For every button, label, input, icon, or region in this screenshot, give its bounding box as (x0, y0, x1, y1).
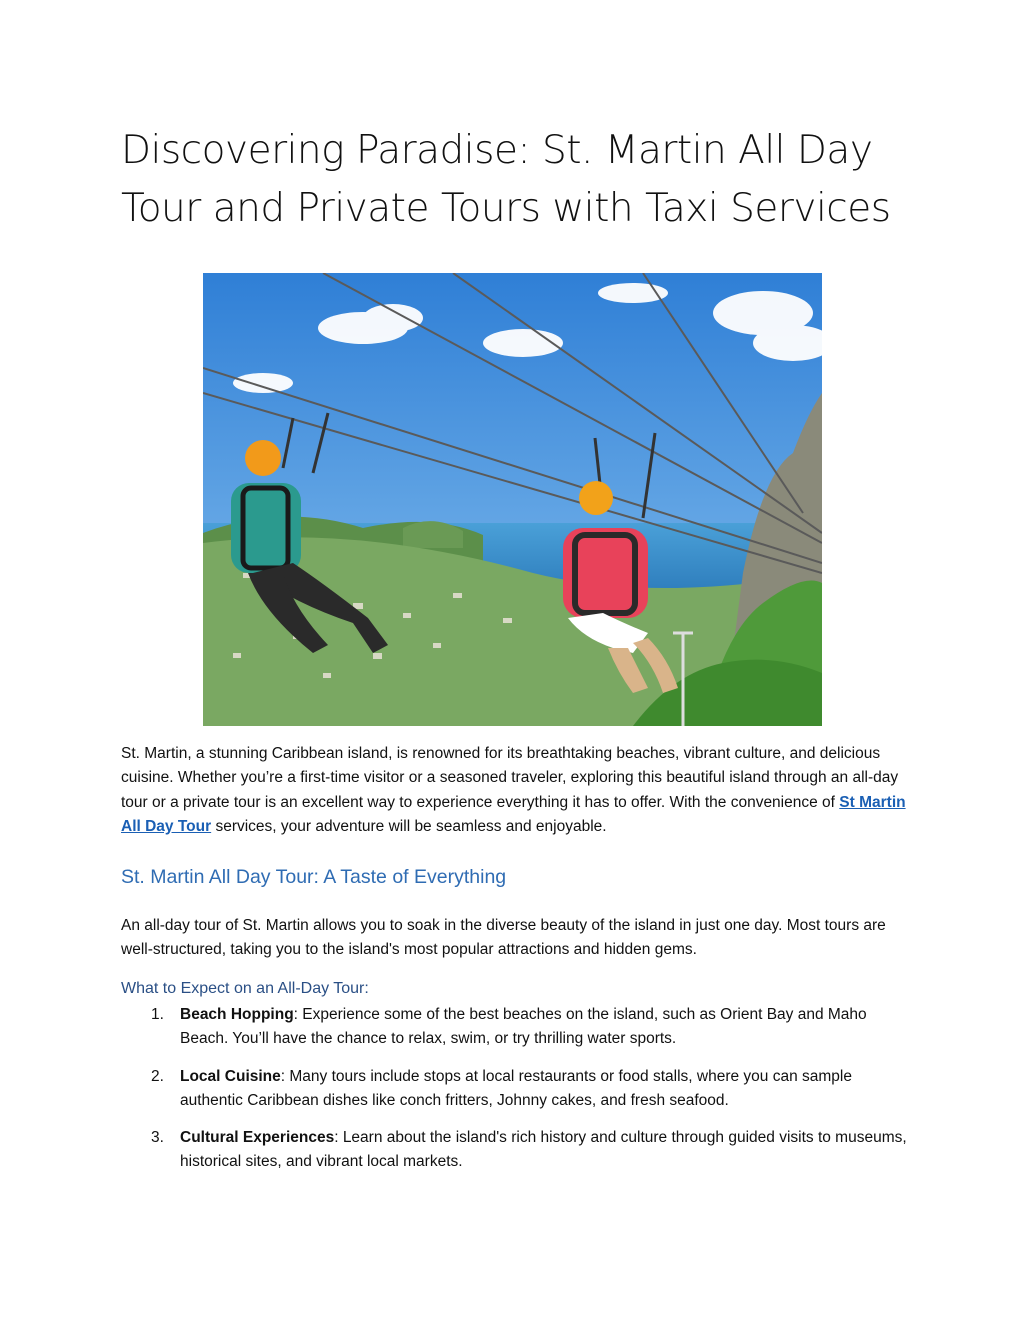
list-item (121, 1126, 911, 1175)
section-heading: St. Martin All Day Tour: A Taste of Everything (121, 866, 507, 888)
list-term: Local Cuisine (180, 1067, 281, 1085)
zipline-illustration (203, 273, 822, 726)
list-number: 3. (151, 1129, 164, 1147)
list-number: 2. (151, 1067, 164, 1085)
all-day-tour-link[interactable]: St Martin All Day Tour (121, 793, 906, 835)
list-number: 1. (151, 1006, 164, 1023)
zipline-photo (203, 273, 822, 726)
list-item (121, 1003, 911, 1052)
page-title: Discovering Paradise: St. Martin All Day Tour and Private Tours with Taxi Services (121, 128, 891, 231)
section-body: An all-day tour of St. Martin allows you to soak in the diverse beauty of the island in just one day. Most tours are well-structured, taking you to the island's most popular attractions and hidden gems. (121, 917, 886, 959)
list-text: : Many tours include stops at local restaurants or food stalls, where you can sample authentic Caribbean dishes like conch fritters, Johnny cakes, and fresh seafood. (180, 1067, 852, 1109)
list-text: : Experience some of the best beaches on the island, such as Orient Bay and Maho Beach. You’ll have the chance to relax, swim, or try thrilling water sports. (180, 1006, 867, 1048)
list-heading: What to Expect on an All-Day Tour: (121, 980, 369, 997)
list-term: Beach Hopping (180, 1006, 294, 1023)
expectations-list (121, 1003, 911, 1188)
intro-paragraph: St. Martin, a stunning Caribbean island, is renowned for its breathtaking beaches, vibrant culture, and delicious cuisine. Whether you’re a first-time visitor or a seasoned traveler, exploring this beautiful island through an all-day tour or a private tour is an excellent way to experience everything it has to offer. With the convenience of St Martin All Day Tour services, your adventure will be seamless and enjoyable. (121, 745, 906, 835)
list-text: : Learn about the island's rich history and culture through guided visits to museums, historical sites, and vibrant local markets. (180, 1129, 907, 1171)
list-term: Cultural Experiences (180, 1129, 335, 1147)
list-item (121, 1065, 911, 1114)
